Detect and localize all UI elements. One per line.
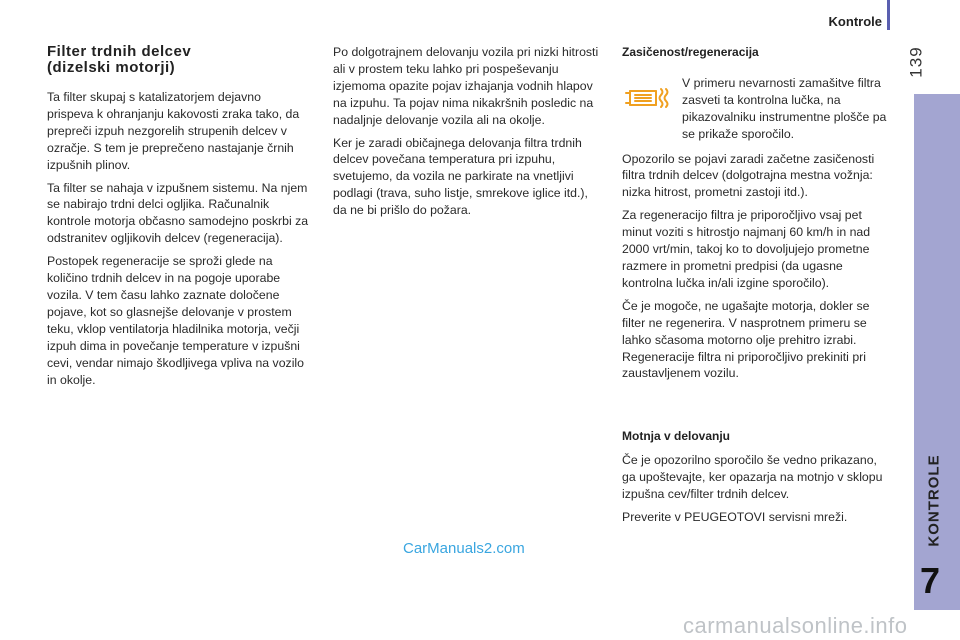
paragraph: Ta filter skupaj s katalizatorjem dejavno prispeva k ohranjanju kakovosti zraka tako, da prepreči izpuh nezgorelih strupenih delcev v ozračje. S tem je preprečeno nastajanje črnih izpušnih plinov. bbox=[47, 90, 300, 172]
watermark-link[interactable]: CarManuals2.com bbox=[403, 540, 525, 557]
spacer bbox=[622, 388, 887, 428]
paragraph: Za regeneracijo filtra je priporočljivo vsaj pet minut voziti s hitrostjo najmanj 60 km/h in nad 2000 vrt/min, takoj ko to dovoljujejo prometne razmere in prometni predpisi (da ugasne kontrolna lučka in/ali izgine sporočilo). bbox=[622, 208, 871, 290]
paragraph: Preverite v PEUGEOTOVI servisni mreži. bbox=[622, 509, 848, 524]
column-middle bbox=[333, 44, 603, 225]
particle-filter-warning-icon bbox=[622, 80, 674, 120]
warning-description: V primeru nevarnosti zamašitve filtra zasveti ta kontrolna lučka, na pikazovalniku instrumentne plošče pa se prikaže sporočilo. bbox=[682, 75, 887, 141]
column-left bbox=[47, 44, 309, 394]
warning-light-row bbox=[622, 75, 887, 143]
paragraph: Če je opozorilno sporočilo še vedno prikazano, ga upoštevajte, ker opazarja na motnjo v sklopu izpušna cev/filter trdnih delcev. bbox=[622, 453, 883, 502]
section-title: Kontrole bbox=[828, 14, 882, 29]
side-tab-label: KONTROLE bbox=[925, 454, 943, 547]
paragraph: Opozorilo se pojavi zaradi začetne zasičenosti filtra trdnih delcev (dolgotrajna mestna vožnja: nizka hitrost, prometni zastoji itd.). bbox=[622, 151, 875, 200]
heading-line-2: (dizelski motorji) bbox=[47, 59, 176, 76]
side-tab-label-wrap bbox=[914, 452, 950, 552]
subheading-saturation: Zasičenost/regeneracija bbox=[622, 45, 759, 59]
watermark-text: carmanualsonline.info bbox=[683, 613, 908, 638]
paragraph: Ta filter se nahaja v izpušnem sistemu. Na njem se nabirajo trdni delci ogljika. Računalnik kontrole motorja občasno samodejno poskrbi za odstranitev ogljikovih delcev (regeneracija). bbox=[47, 180, 309, 246]
subheading-malfunction: Motnja v delovanju bbox=[622, 429, 731, 444]
column-right bbox=[622, 44, 887, 532]
paragraph: Če je mogoče, ne ugašajte motorja, dokler se filter ne regenerira. V nasprotnem primeru se lahko sčasoma motorno olje prehitro izrabi. Regeneracije filtra ni priporočljivo prekiniti pri zaustavljenem vozilu. bbox=[622, 298, 870, 381]
chapter-number: 7 bbox=[920, 560, 941, 601]
paragraph: Postopek regeneracije se sproži glede na količino trdnih delcev in na pogoje uporabe vozila. V tem času lahko zaznate določene pojave, kot so glasnejše delovanje v prostem teku, vklop ventilatorja hladilnika motorja, večji izpuh dima in povečanje temperature v izpušni cevi, vendar nimajo škodljivega vpliva na vozilo in okolje. bbox=[47, 254, 304, 387]
paragraph: Po dolgotrajnem delovanju vozila pri nizki hitrosti ali v prostem teku lahko pri pospeševanju izjemoma opazite pojav izhajanja vodnih hlapov na izpuhu. Ta pojav nima nikakršnih posledic na nadaljnje delovanje vozila ali na okolje. bbox=[333, 45, 599, 127]
heading-line-1: Filter trdnih delcev bbox=[47, 43, 192, 60]
page-number-wrap bbox=[903, 42, 937, 82]
page-number: 139 bbox=[906, 46, 926, 78]
paragraph: Ker je zaradi običajnega delovanja filtra trdnih delcev povečana temperatura pri izpuhu, svetujemo, da vozila ne parkirate na vnetljivi podlagi (trava, suho listje, smrekove iglice itd.), da ne bi prišlo do požara. bbox=[333, 135, 588, 218]
section-heading bbox=[47, 44, 309, 76]
header-divider bbox=[887, 0, 890, 30]
